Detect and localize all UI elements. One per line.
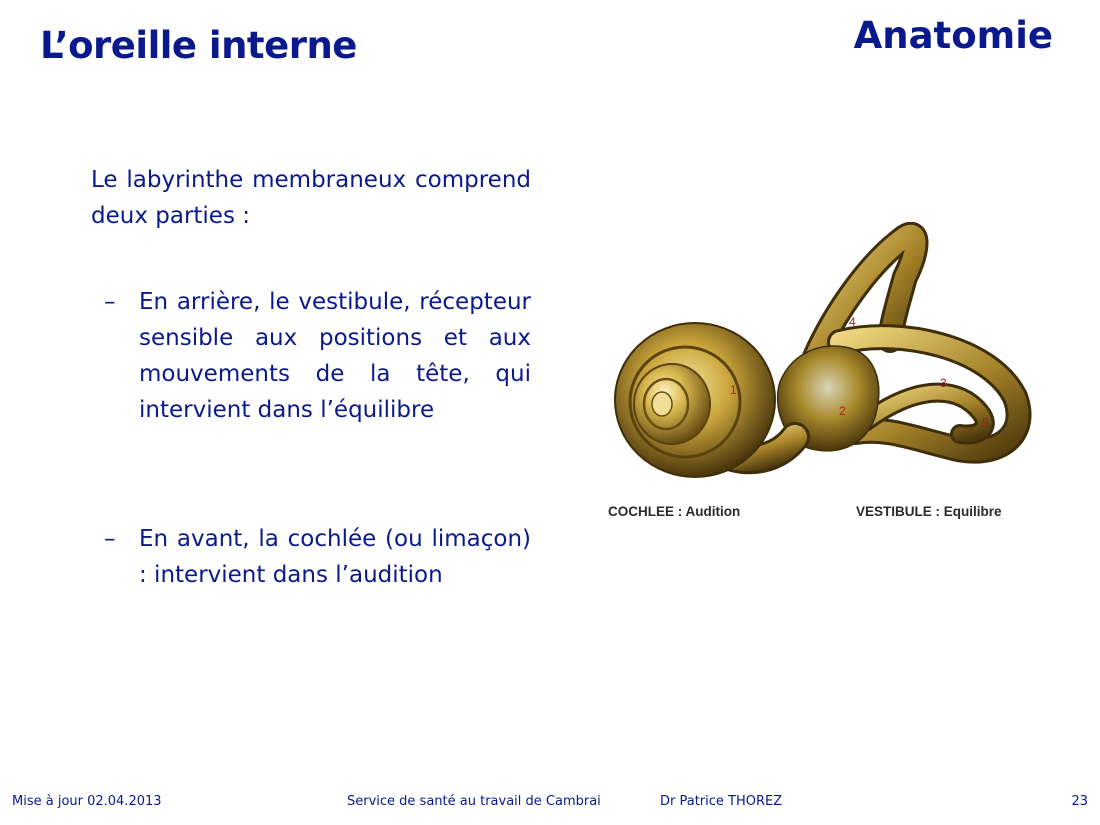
page-number: 23	[1071, 794, 1088, 809]
footer-author: Dr Patrice THOREZ	[660, 794, 783, 809]
marker-2: 2	[839, 404, 846, 418]
cochlea-caption: COCHLEE : Audition	[608, 504, 741, 519]
bullet-dash: –	[104, 289, 116, 315]
marker-4: 4	[849, 315, 856, 329]
marker-1: 1	[730, 383, 737, 397]
inner-ear-figure	[600, 222, 1040, 532]
section-label: Anatomie	[853, 14, 1053, 57]
footer-service: Service de santé au travail de Cambrai	[347, 794, 601, 809]
marker-5: 5	[982, 416, 989, 430]
bullet-text: En arrière, le vestibule, récepteur sensible aux positions et aux mouvements de la tête, qui intervient dans l’équilibre	[139, 289, 531, 423]
footer-updated: Mise à jour 02.04.2013	[12, 794, 162, 809]
bullet-cochlea	[104, 521, 531, 593]
vestibule-caption: VESTIBULE : Equilibre	[856, 504, 1002, 519]
intro-text: Le labyrinthe membraneux comprend deux parties :	[91, 167, 531, 229]
bullet-dash: –	[104, 526, 116, 552]
bullet-vestibule	[104, 284, 531, 428]
bullet-text: En avant, la cochlée (ou limaçon) : intervient dans l’audition	[139, 526, 531, 588]
inner-ear-illustration	[600, 222, 1040, 532]
slide-title: L’oreille interne	[40, 24, 357, 67]
marker-3: 3	[940, 376, 947, 390]
